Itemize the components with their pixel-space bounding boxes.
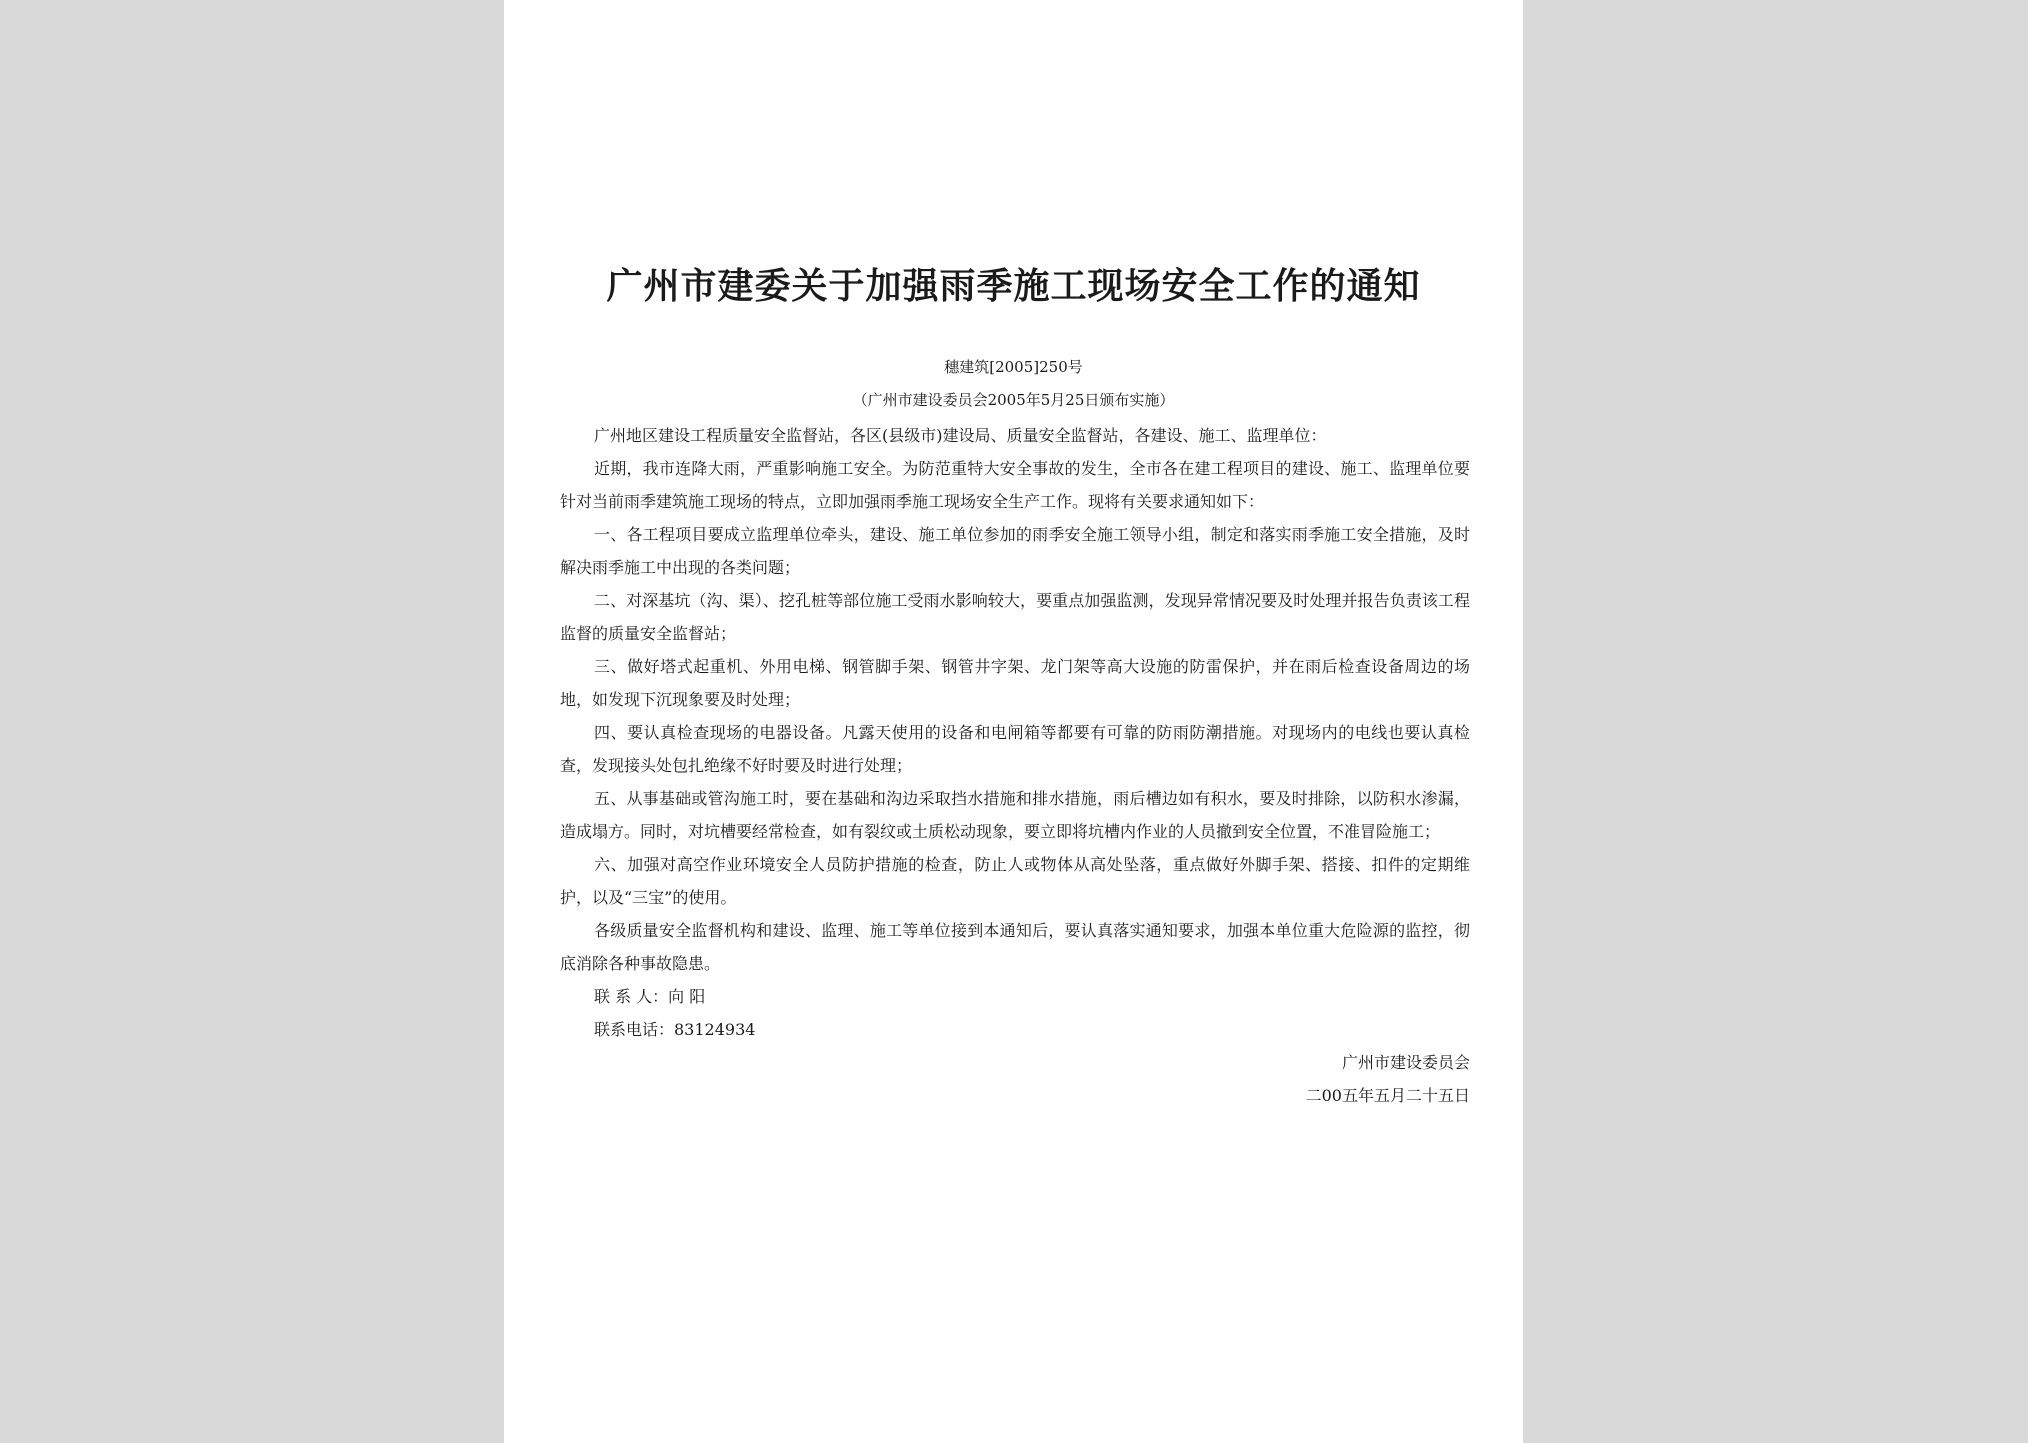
paragraph: 五、从事基础或管沟施工时，要在基础和沟边采取挡水措施和排水措施，雨后槽边如有积水，要及时排除，以防积水渗漏，造成塌方。同时，对坑槽要经常检查，如有裂纹或土质松动现象，要立即将坑槽内作业的人员撤到安全位置，不准冒险施工； [560,789,1470,841]
document-page [504,0,1523,1443]
addressee: 广州地区建设工程质量安全监督站，各区(县级市)建设局、质量安全监督站，各建设、施工、监理单位： [594,426,1327,445]
contact-person: 联 系 人：向 阳 [594,987,706,1006]
paragraph: 一、各工程项目要成立监理单位牵头，建设、施工单位参加的雨季安全施工领导小组，制定和落实雨季施工安全措施，及时解决雨季施工中出现的各类问题； [560,525,1470,577]
contact-phone: 联系电话：83124934 [594,1020,756,1039]
document-number: 穗建筑[2005]250号 [944,358,1083,376]
issued-note: （广州市建设委员会2005年5月25日颁布实施） [852,391,1175,409]
paragraph: 三、做好塔式起重机、外用电梯、钢管脚手架、钢管井字架、龙门架等高大设施的防雷保护，并在雨后检查设备周边的场地，如发现下沉现象要及时处理； [560,657,1470,709]
paragraph: 各级质量安全监督机构和建设、监理、施工等单位接到本通知后，要认真落实通知要求，加强本单位重大危险源的监控，彻底消除各种事故隐患。 [560,921,1470,973]
paragraph: 六、加强对高空作业环境安全人员防护措施的检查，防止人或物体从高处坠落，重点做好外脚手架、搭接、扣件的定期维护，以及“三宝”的使用。 [560,855,1470,907]
signature-date: 二00五年五月二十五日 [1305,1086,1470,1105]
document-body [560,419,1470,1112]
paragraph: 四、要认真检查现场的电器设备。凡露天使用的设备和电闸箱等都要有可靠的防雨防潮措施。对现场内的电线也要认真检查，发现接头处包扎绝缘不好时要及时进行处理； [560,723,1470,775]
paragraph: 近期，我市连降大雨，严重影响施工安全。为防范重特大安全事故的发生，全市各在建工程项目的建设、施工、监理单位要针对当前雨季建筑施工现场的特点，立即加强雨季施工现场安全生产工作。现将有关要求通知如下： [560,459,1470,511]
signature-org: 广州市建设委员会 [1341,1053,1470,1072]
paragraph: 二、对深基坑（沟、渠）、挖孔桩等部位施工受雨水影响较大，要重点加强监测，发现异常情况要及时处理并报告负责该工程监督的质量安全监督站； [560,591,1470,643]
document-title: 广州市建委关于加强雨季施工现场安全工作的通知 [606,265,1421,307]
